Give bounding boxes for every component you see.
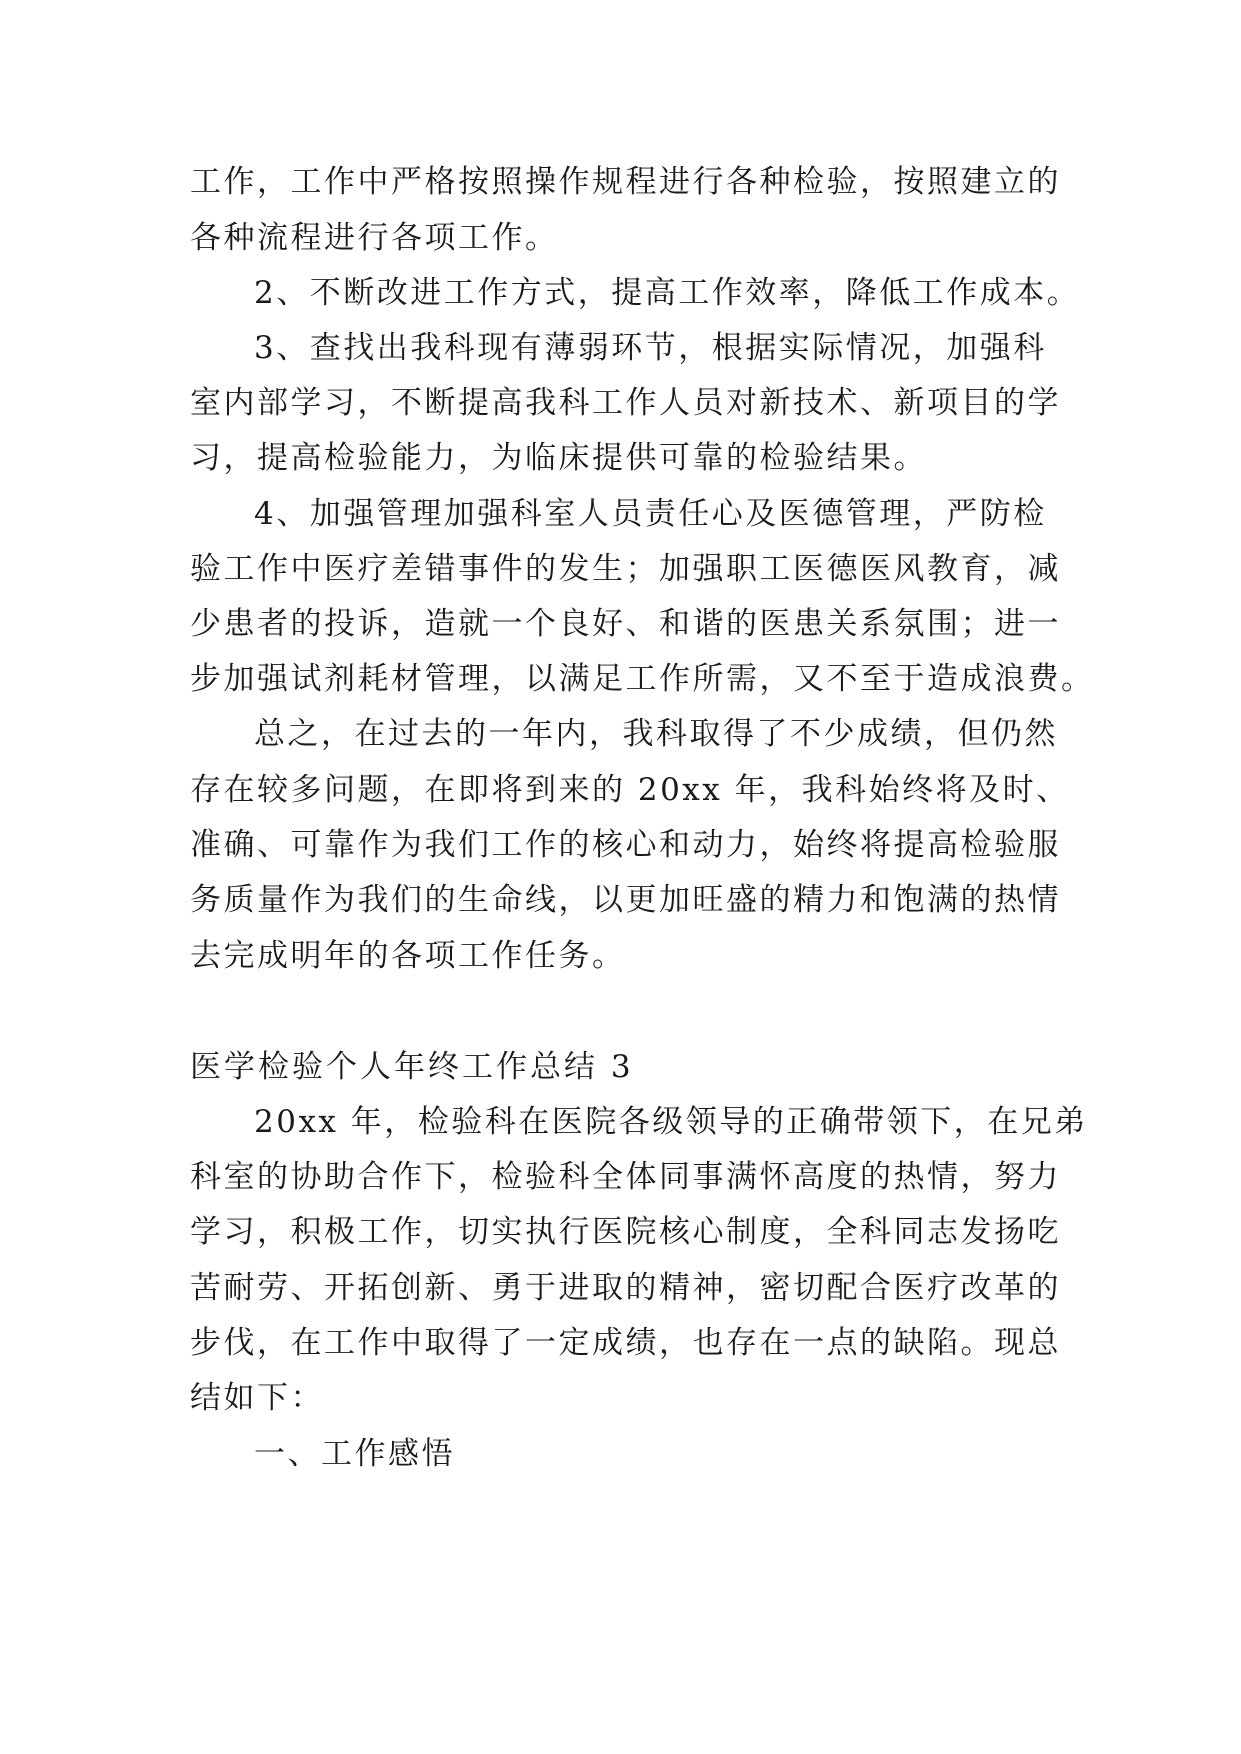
paragraph-line: 验工作中医疗差错事件的发生；加强职工医德医风教育，减 (190, 551, 1061, 587)
paragraph-line: 工作，工作中严格按照操作规程进行各种检验，按照建立的 (190, 164, 1061, 200)
section-heading: 医学检验个人年终工作总结 3 (190, 1049, 634, 1085)
paragraph-line: 科室的协助合作下，检验科全体同事满怀高度的热情，努力 (190, 1159, 1061, 1195)
paragraph-line: 20xx 年，检验科在医院各级领导的正确带领下，在兄弟 (254, 1104, 1088, 1140)
paragraph-line: 少患者的投诉，造就一个良好、和谐的医患关系氛围；进一 (190, 606, 1061, 642)
paragraph-line: 3、查找出我科现有薄弱环节，根据实际情况，加强科 (254, 330, 1047, 366)
paragraph-line: 步加强试剂耗材管理，以满足工作所需，又不至于造成浪费。 (190, 661, 1095, 697)
paragraph-line: 存在较多问题，在即将到来的 20xx 年，我科始终将及时、 (190, 772, 1070, 808)
paragraph-line: 4、加强管理加强科室人员责任心及医德管理，严防检 (254, 496, 1047, 532)
section-subheading: 一、工作感悟 (254, 1436, 455, 1472)
paragraph-line: 去完成明年的各项工作任务。 (190, 938, 626, 974)
paragraph-line: 总之，在过去的一年内，我科取得了不少成绩，但仍然 (254, 716, 1058, 752)
paragraph-line: 室内部学习，不断提高我科工作人员对新技术、新项目的学 (190, 385, 1061, 421)
paragraph-line: 步伐，在工作中取得了一定成绩，也存在一点的缺陷。现总 (190, 1325, 1061, 1361)
paragraph-line: 各种流程进行各项工作。 (190, 220, 559, 256)
paragraph-line: 结如下： (190, 1380, 324, 1416)
paragraph-line: 学习，积极工作，切实执行医院核心制度，全科同志发扬吃 (190, 1214, 1061, 1250)
paragraph-line: 2、不断改进工作方式，提高工作效率，降低工作成本。 (254, 275, 1081, 311)
paragraph-line: 准确、可靠作为我们工作的核心和动力，始终将提高检验服 (190, 827, 1061, 863)
paragraph-line: 务质量作为我们的生命线，以更加旺盛的精力和饱满的热情 (190, 882, 1061, 918)
paragraph-line: 苦耐劳、开拓创新、勇于进取的精神，密切配合医疗改革的 (190, 1270, 1061, 1306)
paragraph-line: 习，提高检验能力，为临床提供可靠的检验结果。 (190, 440, 927, 476)
